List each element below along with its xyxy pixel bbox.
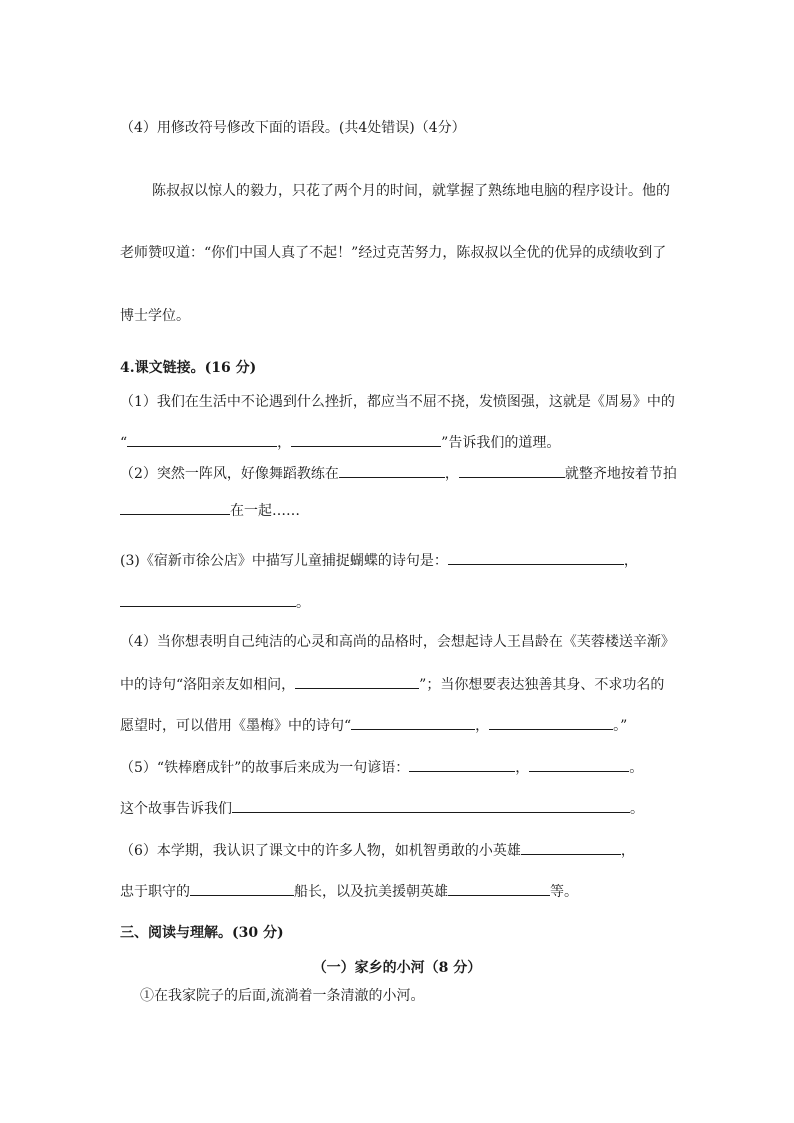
passage-first-line: ①在我家院子的后面,流淌着一条清澈的小河。 [140,988,425,1004]
q2-line-2 [120,500,300,521]
q6-text: （6）本学期，我认识了课文中的许多人物，如机智勇敢的小英雄 [120,843,521,859]
q5-blank-3[interactable] [232,798,630,813]
edit-paragraph-line-3: 博士学位。 [120,308,190,324]
q5-blank-2[interactable] [529,757,629,772]
passage-title: （一）家乡的小河（8 分） [312,960,482,976]
q3-end: 。 [296,595,310,611]
section-4-heading: 4.课文链接。(16 分) [120,360,257,376]
q4-blank-1[interactable] [295,674,419,689]
q5-end: 。 [629,760,644,776]
q4-blank-2[interactable] [351,715,475,730]
q2-blank-2[interactable] [459,463,565,478]
q3-text: (3)《宿新市徐公店》中描写儿童捕捉蝴蝶的诗句是： [120,553,448,569]
q5-blank-1[interactable] [409,757,515,772]
q1-blank-1[interactable] [127,432,277,447]
q3-blank-2[interactable] [120,592,296,607]
q4-text: 中的诗句“洛阳亲友如相问， [120,677,296,693]
q3-line-1 [120,550,638,571]
q3-comma: ， [623,553,638,569]
q6-end-2: 等。 [550,884,578,900]
q4-blank-3[interactable] [489,715,613,730]
q2-comma: ， [444,466,459,482]
q1-blank-2[interactable] [291,432,441,447]
q6-mid: 船长，以及抗美援朝英雄 [294,884,448,900]
q1-close: ”告诉我们的道理。 [441,435,561,451]
q5-line-1 [120,757,643,778]
q6-text-2: 忠于职守的 [120,884,190,900]
q4-end: 。” [613,718,628,734]
q4-line-1: （4）当你想表明自己纯洁的心灵和高尚的品格时，会想起诗人王昌龄在《芙蓉楼送辛渐》 [120,634,675,650]
q2-line-2-end: 在一起…… [230,503,300,519]
q5-text: （5）“铁棒磨成针”的故事后来成为一句谚语： [120,760,410,776]
q5-line-2 [120,798,644,819]
edit-paragraph-line-1: 陈叔叔以惊人的毅力，只花了两个月的时间，就掌握了熟练地电脑的程序设计。他的 [152,183,670,199]
q4-line-2 [120,674,664,695]
q2-blank-3[interactable] [120,500,230,515]
q2-text: （2）突然一阵风，好像舞蹈教练在 [120,466,339,482]
q6-blank-1[interactable] [521,840,621,855]
edit-instruction: （4）用修改符号修改下面的语段。(共4处错误)（4分） [120,120,466,136]
q3-line-2 [120,592,310,613]
q6-line-2 [120,881,578,902]
q2-text-end: 就整齐地按着节拍 [564,466,677,482]
q3-blank-1[interactable] [448,550,624,565]
q1-line-1: （1）我们在生活中不论遇到什么挫折，都应当不屈不挠，发愤图强，这就是《周易》中的 [120,394,675,410]
q5-text-2: 这个故事告诉我们 [120,801,232,817]
q5-end-2: 。 [630,801,644,817]
q6-blank-3[interactable] [448,881,550,896]
section-3-heading: 三、阅读与理解。(30 分) [120,925,284,941]
edit-paragraph-line-2: 老师赞叹道：“你们中国人真了不起！”经过克苦努力，陈叔叔以全优的优异的成绩收到了 [120,245,667,261]
q4-comma: ， [475,718,490,734]
q2-line-1 [120,463,677,484]
q6-end: ， [620,843,635,859]
q4-line-3 [120,715,627,736]
q6-blank-2[interactable] [190,881,294,896]
q4-text-3: 愿望时，可以借用《墨梅》中的诗句“ [120,718,352,734]
q5-comma: ， [515,760,530,776]
q2-blank-1[interactable] [339,463,445,478]
q4-text-end: ”；当你想要表达独善其身、不求功名的 [419,677,665,693]
q1-comma: ， [277,435,292,451]
q1-open-quote: “ [120,435,128,451]
q6-line-1 [120,840,635,861]
q1-line-2 [120,432,560,453]
